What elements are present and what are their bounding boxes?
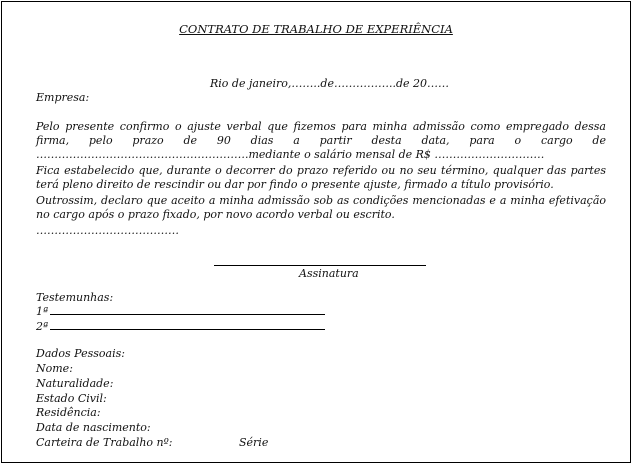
company-label: Empresa: [36, 91, 90, 104]
paragraph-acceptance: Outrossim, declaro que aceito a minha admissão sob as condições mencionadas e a minha efetivação no cargo após o prazo fixado, por novo acordo verbal ou escrito. [36, 194, 606, 221]
document-title [2, 22, 630, 36]
residence-label: Residência: [36, 406, 101, 419]
paragraph-admission: Pelo presente confirmo o ajuste verbal que fizemos para minha admissão como empregado dessa firma, pelo prazo de 90 dias a partir desta data, para o cargo de ………………………………………………….mediante o salário mensal de R$ ………………………… [36, 120, 606, 161]
witness-1-label: 1ª [36, 305, 49, 318]
naturality-label: Naturalidade: [36, 377, 114, 390]
witnesses-label: Testemunhas: [36, 291, 114, 304]
witness-1-row [36, 305, 325, 319]
signature-line [214, 265, 426, 266]
witness-2-line [50, 320, 325, 330]
witness-2-row [36, 320, 325, 334]
work-card-label: Carteira de Trabalho nº: [36, 436, 173, 449]
document-title-text: CONTRATO DE TRABALHO DE EXPERIÊNCIA [179, 22, 453, 36]
civil-status-label: Estado Civil: [36, 392, 107, 405]
witness-1-line [50, 305, 325, 315]
series-label: Série [239, 436, 269, 449]
personal-data-label: Dados Pessoais: [36, 347, 125, 360]
paragraph-rescission: Fica estabelecido que, durante o decorrer do prazo referido ou no seu término, qualquer das partes terá pleno direito de rescindir ou dar por findo o presente ajuste, firmado a título provisório. [36, 164, 606, 191]
contract-page [1, 1, 631, 463]
acceptance-dots: ………………………………… [36, 224, 179, 237]
birth-date-label: Data de nascimento: [36, 421, 151, 434]
witness-2-label: 2ª [36, 320, 49, 333]
name-label: Nome: [36, 362, 73, 375]
signature-label: Assinatura [299, 267, 359, 280]
date-line: Rio de janeiro,……..de……………..de 20…… [210, 77, 450, 90]
